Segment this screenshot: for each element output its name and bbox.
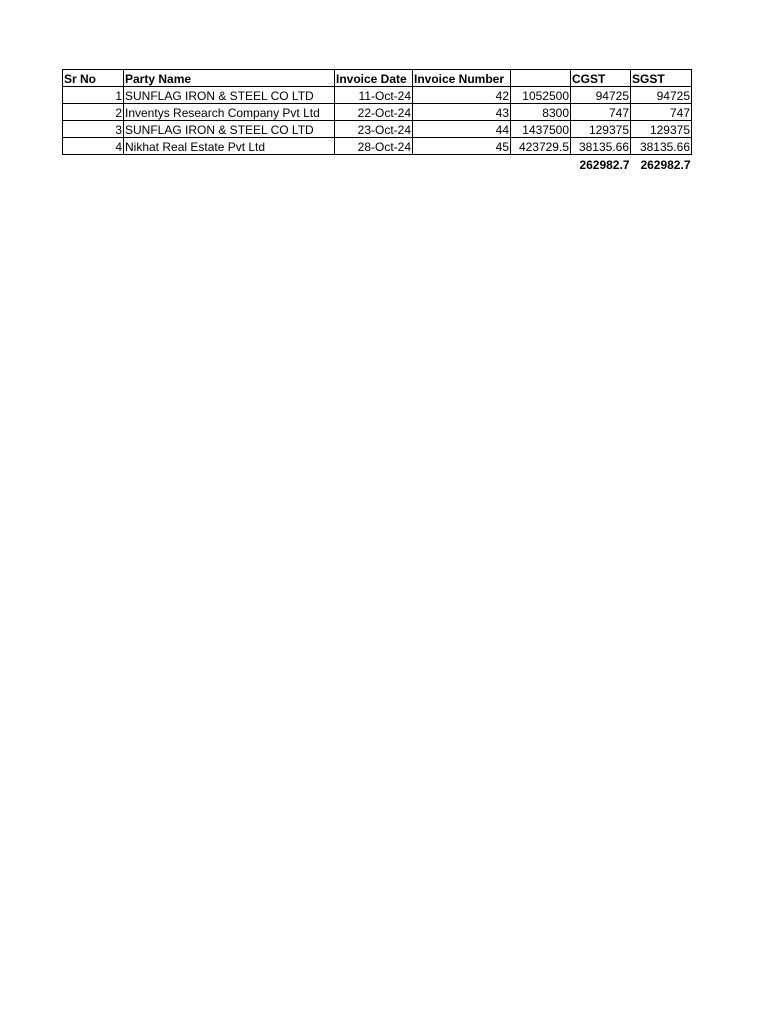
cell-amount: 1052500: [511, 87, 571, 104]
spreadsheet-page: [62, 69, 692, 172]
cell-cgst: 38135.66: [571, 138, 631, 155]
totals-row: [63, 155, 692, 172]
blank-cell: [413, 155, 511, 172]
cell-sgst: 38135.66: [631, 138, 692, 155]
cell-sr-no: 4: [63, 138, 124, 155]
table-row: [63, 104, 692, 121]
cell-party-name: Nikhat Real Estate Pvt Ltd: [124, 138, 335, 155]
cell-amount: 423729.5: [511, 138, 571, 155]
cell-invoice-date: 22-Oct-24: [335, 104, 413, 121]
cell-sgst: 94725: [631, 87, 692, 104]
cell-sgst: 747: [631, 104, 692, 121]
blank-cell: [63, 155, 124, 172]
header-party-name: Party Name: [124, 70, 335, 87]
blank-cell: [124, 155, 335, 172]
invoice-table: [62, 69, 692, 172]
cell-cgst: 747: [571, 104, 631, 121]
cell-cgst: 94725: [571, 87, 631, 104]
blank-cell: [511, 155, 571, 172]
cell-party-name: Inventys Research Company Pvt Ltd: [124, 104, 335, 121]
header-row: [63, 70, 692, 87]
header-invoice-date: Invoice Date: [335, 70, 413, 87]
cell-sgst: 129375: [631, 121, 692, 138]
cell-invoice-number: 43: [413, 104, 511, 121]
cell-party-name: SUNFLAG IRON & STEEL CO LTD: [124, 121, 335, 138]
header-invoice-number: Invoice Number: [413, 70, 511, 87]
cell-invoice-date: 23-Oct-24: [335, 121, 413, 138]
cell-amount: 8300: [511, 104, 571, 121]
blank-cell: [335, 155, 413, 172]
cell-sr-no: 1: [63, 87, 124, 104]
total-cgst: 262982.7: [579, 157, 630, 172]
header-amount: [511, 70, 571, 87]
cell-amount: 1437500: [511, 121, 571, 138]
cell-invoice-number: 44: [413, 121, 511, 138]
cell-party-name: SUNFLAG IRON & STEEL CO LTD: [124, 87, 335, 104]
table-row: [63, 121, 692, 138]
cell-sr-no: 2: [63, 104, 124, 121]
table-row: [63, 138, 692, 155]
cell-invoice-date: 28-Oct-24: [335, 138, 413, 155]
header-cgst: CGST: [571, 70, 631, 87]
table-row: [63, 87, 692, 104]
cell-invoice-date: 11-Oct-24: [335, 87, 413, 104]
cell-sr-no: 3: [63, 121, 124, 138]
cell-invoice-number: 45: [413, 138, 511, 155]
header-sgst: SGST: [631, 70, 692, 87]
total-sgst: 262982.7: [640, 157, 691, 172]
header-sr-no: Sr No: [63, 70, 124, 87]
cell-cgst: 129375: [571, 121, 631, 138]
cell-invoice-number: 42: [413, 87, 511, 104]
